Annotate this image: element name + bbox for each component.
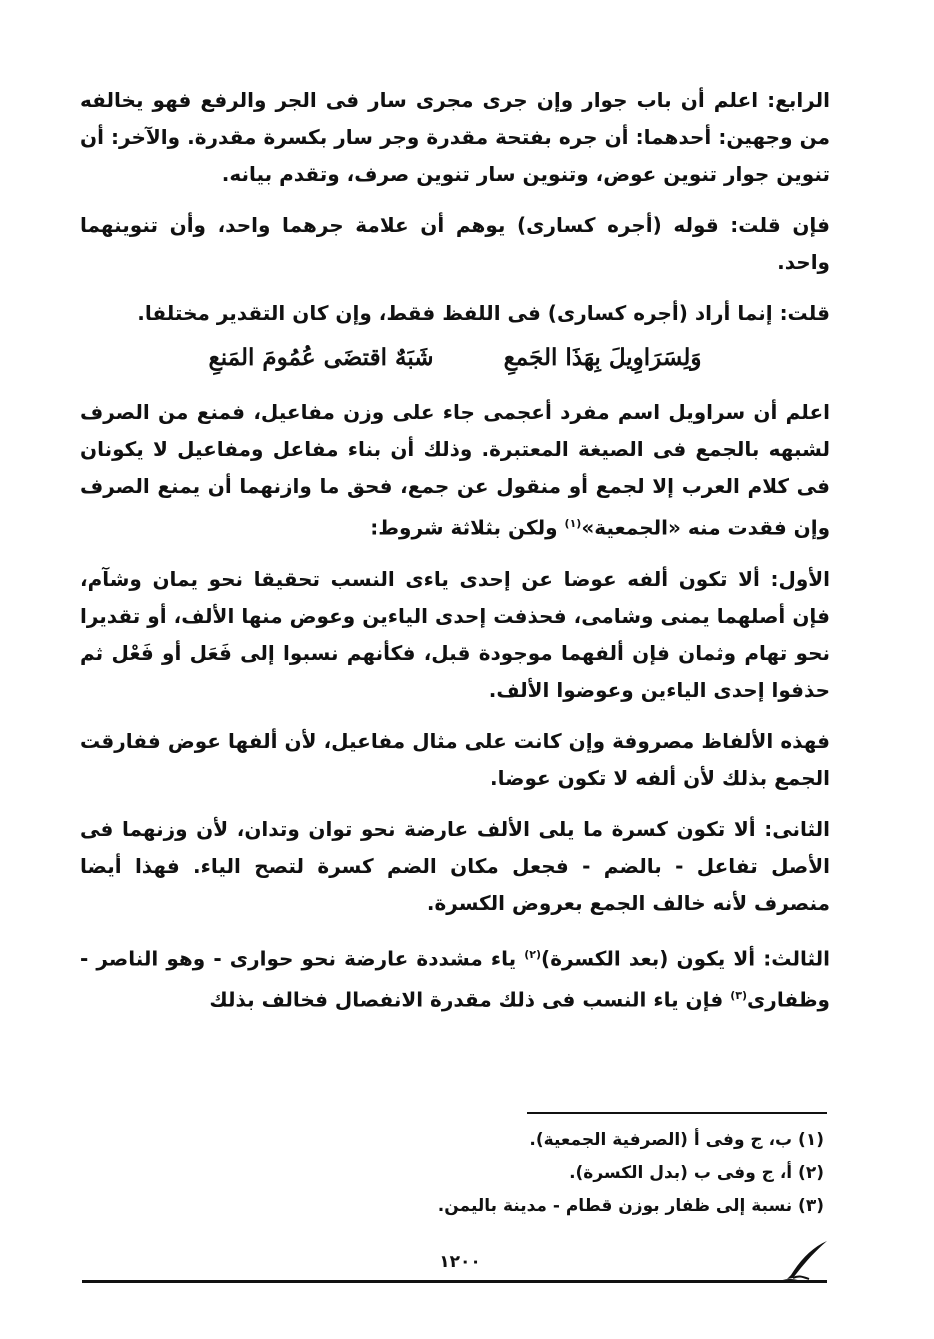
paragraph-answer: [80, 295, 830, 332]
footnote-divider: [527, 1112, 827, 1114]
paragraph-lead: الأول:: [770, 566, 830, 591]
paragraph-text: ألا تكون كسرة ما يلى الألف عارضة نحو توان وتدان، لأن وزنهما فى الأصل تفاعل - بالضم - فجعل مكان الضم كسرة لتصح الياء. فهذا أيضا منصرف لأنه خالف الجمع بعروض الكسرة.: [80, 816, 830, 915]
paragraph-text: إنما أراد (أجره كسارى) فى اللفظ فقط، وإن كان التقدير مختلفا.: [137, 301, 780, 325]
verse-second-hemistich: شَبَهٌ اقتضَى عُمُومَ المَنعِ: [208, 344, 434, 371]
paragraph-text: فهذه الألفاظ مصروفة وإن كانت على مثال مفاعيل، لأن ألفها عوض ففارقت الجمع بذلك لأن ألفه لا تكون عوضا.: [80, 728, 830, 790]
paragraph-third-condition: [80, 936, 830, 1019]
verse-first-hemistich: وَلِسَرَاوِيلَ بِهَذَا الجَمعِ: [503, 344, 702, 371]
page-body: [80, 82, 830, 1032]
footnote-2: (٢) أ، ج وفى ب (بدل الكسرة).: [569, 1163, 824, 1183]
bottom-divider: [82, 1280, 827, 1283]
paragraph-second-condition: [80, 811, 830, 922]
paragraph-text-tail: فإن ياء النسب فى ذلك مقدرة الانفصال فخالف بذلك: [209, 987, 731, 1012]
paragraph-sarawil: [80, 394, 830, 547]
paragraph-text-tail: ولكن بثلاثة شروط:: [370, 515, 565, 540]
quill-ornament-icon: [775, 1235, 835, 1285]
paragraph-text: ألا يكون (بعد الكسرة): [541, 946, 764, 971]
footnote-1: (١) ب، ج وفى أ (الصرفية الجمعية).: [529, 1130, 824, 1150]
paragraph-lead: فإن قلت:: [730, 213, 830, 237]
paragraph-text: ألا تكون ألفه عوضا عن إحدى ياءى النسب تحقيقا نحو يمان وشآم، فإن أصلهما يمنى وشامى، فحذفت إحدى الياءين وعوض منها الألف، أو تقديرا نحو تهام وثمان فإن ألفهما موجودة قبل، فكأنهم نسبوا إلى فَعَل أو فَعْل ثم حذفوا إحدى الياءين وعوضوا الألف.: [80, 566, 830, 702]
paragraph-text: قوله (أجره كسارى) يوهم أن علامة جرهما واحد، وأن تنوينهما واحد.: [80, 213, 830, 274]
footnote-ref: (١): [564, 517, 582, 530]
footnote-ref: (٣): [730, 989, 747, 1003]
paragraph-question: [80, 207, 830, 281]
paragraph-lead: الثانى:: [764, 816, 830, 841]
paragraph-rabi: [80, 82, 830, 193]
paragraph-these-words: [80, 723, 830, 797]
page-number: ١٢٠٠: [439, 1252, 481, 1272]
paragraph-lead: قلت:: [779, 301, 830, 325]
footnote-ref: (٢): [524, 947, 542, 961]
paragraph-first-condition: [80, 561, 830, 709]
poetry-verse: [80, 340, 830, 376]
footnote-3: (٣) نسبة إلى ظفار بوزن قطام - مدينة باليمن.: [437, 1196, 824, 1216]
paragraph-lead: الثالث:: [763, 946, 831, 971]
footnotes: [404, 1124, 824, 1223]
paragraph-text: اعلم أن سراويل اسم مفرد أعجمى جاء على وزن مفاعيل، فمنع من الصرف لشبهه بالجمع فى الصيغة المعتبرة. وذلك أن بناء مفاعل ومفاعيل لا يكونان فى كلام العرب إلا لجمع أو منقول عن جمع، فحق ما وازنهما أن يمنع الصرف وإن فقدت منه «الجمعية»: [80, 400, 830, 540]
paragraph-text: اعلم أن باب جوار وإن جرى مجرى سار فى الجر والرفع فهو يخالفه من وجهين: أحدهما: أن جره بفتحة مقدرة وجر سار بكسرة مقدرة. والآخر: أن تنوين جوار تنوين عوض، وتنوين سار تنوين صرف، وتقدم بيانه.: [80, 88, 830, 186]
paragraph-lead: الرابع:: [767, 88, 830, 112]
paragraph-text-tail: ياء مشددة عارضة نحو حوارى - وهو الناصر - وظفارى: [80, 946, 830, 1012]
